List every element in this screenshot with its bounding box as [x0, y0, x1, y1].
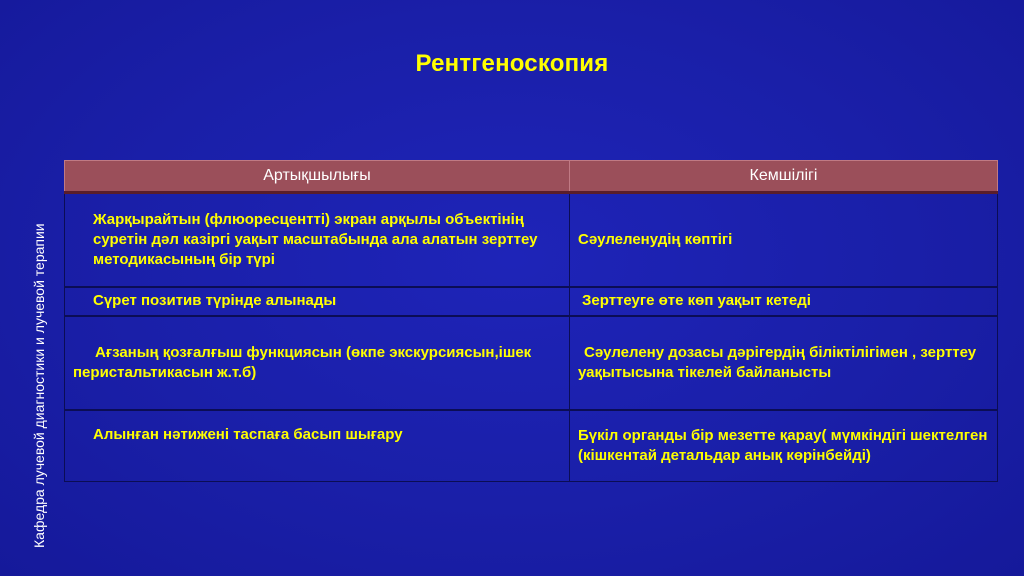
disadvantage-text: Сәулелену дозасы дәрігердің біліктілігімен , зерттеу уақытысына тікелей байланысты [578, 343, 977, 381]
advantage-cell [65, 193, 570, 287]
disadvantage-text: Бүкіл органды бір мезетте қарау( мүмкіндігі шектелген (кішкентай детальдар анық көрінбейді) [578, 426, 988, 464]
table-row [65, 193, 998, 287]
comparison-table [64, 160, 998, 482]
advantage-cell [65, 316, 570, 410]
table-row [65, 287, 998, 316]
advantage-text: Жарқырайтын (флюоресцентті) экран арқылы объектінің суретін дәл казіргі уақыт масштабында ала алатын зерттеу методикасының бір түрі [93, 210, 538, 268]
disadvantage-cell [570, 193, 998, 287]
advantage-text: Сүрет позитив түрінде алынады [93, 292, 337, 309]
disadvantage-text: Сәулеленудің көптігі [578, 230, 733, 248]
header-disadvantages: Кемшілігі [570, 161, 998, 193]
header-advantages: Артықшылығы [65, 161, 570, 193]
advantage-cell [65, 410, 570, 482]
table-row [65, 410, 998, 482]
table-header-row [65, 161, 998, 193]
disadvantage-text: Зерттеуге өте көп уақыт кетеді [582, 292, 811, 309]
disadvantage-cell [570, 287, 998, 316]
advantage-text: Ағзаның қозғалғыш функциясын (өкпе экскурсиясын,ішек перистальтикасын ж.т.б) [73, 343, 532, 381]
table-row [65, 316, 998, 410]
slide-title: Рентгеноскопия [415, 50, 609, 77]
side-caption: Кафедра лучевой диагностики и лучевой терапии [31, 223, 47, 548]
disadvantage-cell [570, 410, 998, 482]
advantage-text: Алынған нәтижені таспаға басып шығару [93, 425, 403, 443]
disadvantage-cell [570, 316, 998, 410]
advantage-cell [65, 287, 570, 316]
